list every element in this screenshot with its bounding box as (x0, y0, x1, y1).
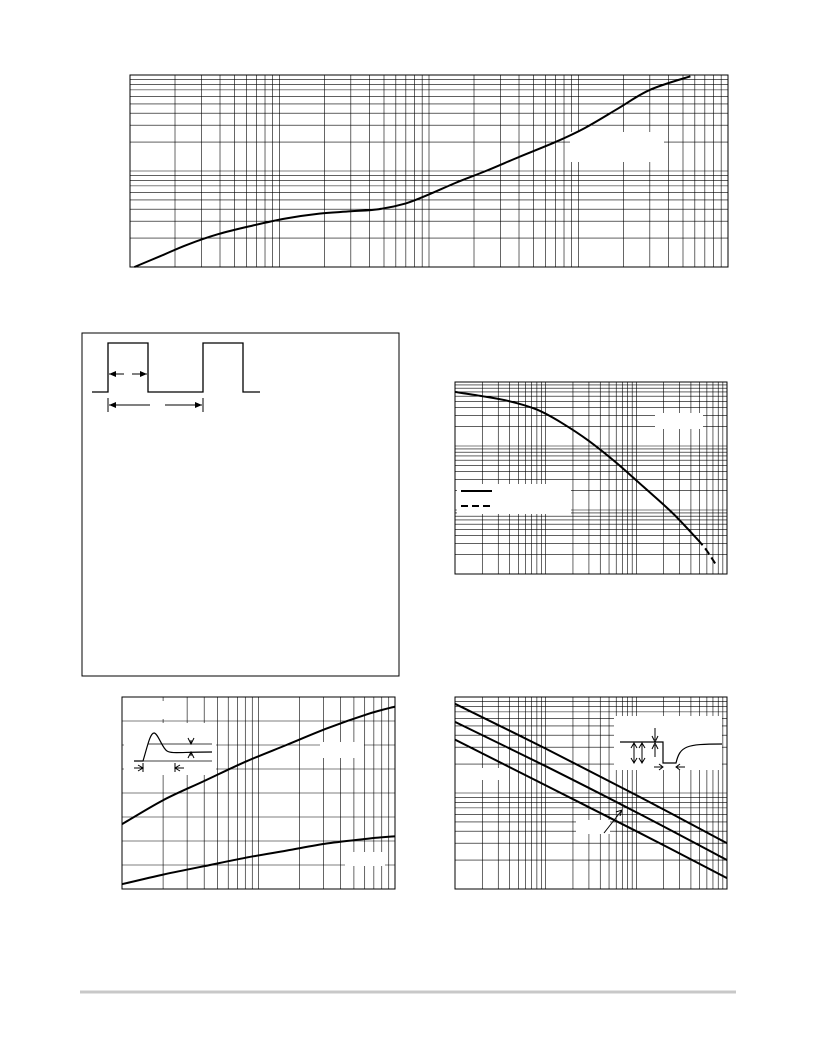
pulse-period-arrowhead-right (195, 402, 202, 408)
chart-bottom-left (122, 697, 395, 889)
chart-top-annotation-blank (570, 132, 664, 162)
pulse-width-arrowhead-left (109, 371, 116, 377)
chart-bottom-left-annotation-blank-2 (320, 742, 364, 758)
chart-mid-right-series-dashed-line (698, 540, 717, 567)
chart-mid-right-grid (455, 382, 727, 574)
pulse-diagram (82, 333, 399, 676)
pulse-diagram-frame (82, 333, 399, 676)
chart-bottom-left-annotation-blank-3 (345, 852, 385, 866)
chart-mid-right (455, 382, 727, 574)
chart-top (130, 75, 728, 267)
chart-bottom-left-inset-blank (124, 723, 216, 775)
chart-bottom-right-inset-blank (614, 716, 722, 770)
chart-top-grid (130, 75, 728, 267)
pulse-period-arrowhead-left (109, 402, 116, 408)
chart-bottom-right-annotation-blank-1 (457, 768, 505, 780)
chart-mid-right-legend-box (457, 484, 571, 514)
chart-mid-right-frame (455, 382, 727, 574)
chart-mid-right-annotation-blank (655, 413, 703, 429)
chart-bottom-left-annotation-blank-1 (124, 701, 180, 719)
pulse-waveform (92, 343, 260, 392)
pulse-width-arrowhead-right (140, 371, 147, 377)
chart-bottom-right (455, 697, 727, 889)
